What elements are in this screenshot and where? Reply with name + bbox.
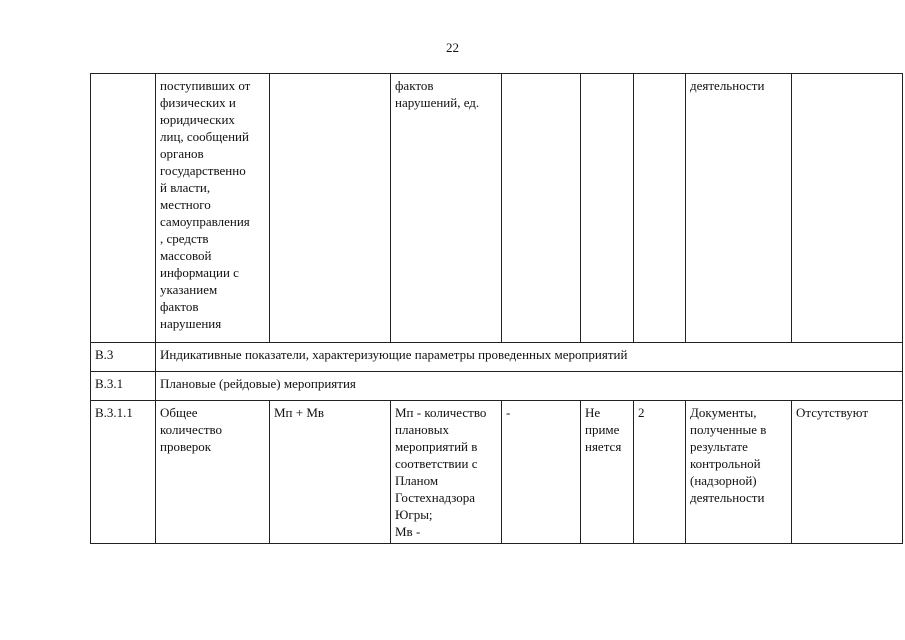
table-row [91, 74, 903, 343]
indicators-table [90, 73, 903, 544]
cell-formula: Мп + Мв [270, 401, 391, 544]
section-code: В.3 [91, 343, 156, 372]
cell-indicator-name: поступивших от физических и юридических лиц, сообщений органов государственно й власти, местного самоуправления , средств массовой информации с указанием фактов нарушения [156, 74, 270, 343]
cell-period: 2 [634, 401, 686, 544]
cell-threshold [581, 74, 634, 343]
cell-note [792, 74, 903, 343]
cell-target [502, 74, 581, 343]
cell-comment: фактов нарушений, ед. [391, 74, 502, 343]
cell-indicator-name: Общее количество проверок [156, 401, 270, 544]
cell-code [91, 74, 156, 343]
table-row [91, 343, 903, 372]
cell-period [634, 74, 686, 343]
subsection-code: В.3.1 [91, 372, 156, 401]
cell-comment: Мп - количество плановых мероприятий в соответствии с Планом Гостехнадзора Югры; Мв - [391, 401, 502, 544]
cell-note: Отсутствуют [792, 401, 903, 544]
subsection-title: Плановые (рейдовые) мероприятия [156, 372, 903, 401]
section-title: Индикативные показатели, характеризующие параметры проведенных мероприятий [156, 343, 903, 372]
cell-target: - [502, 401, 581, 544]
cell-formula [270, 74, 391, 343]
cell-code: В.3.1.1 [91, 401, 156, 544]
page-number: 22 [446, 40, 459, 55]
table-row [91, 401, 903, 544]
cell-threshold: Не приме няется [581, 401, 634, 544]
table-row [91, 372, 903, 401]
cell-source: Документы, полученные в результате контрольной (надзорной) деятельности [686, 401, 792, 544]
cell-source: деятельности [686, 74, 792, 343]
